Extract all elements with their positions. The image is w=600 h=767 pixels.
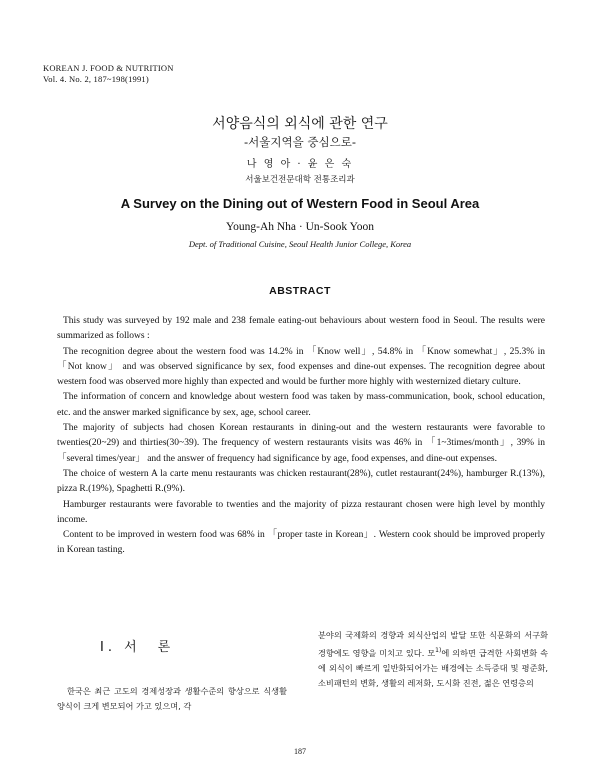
korean-title: 서양음식의 외식에 관한 연구 [212, 116, 388, 132]
section-heading-introduction: Ⅰ. 서 론 [100, 640, 175, 655]
intro-text-part: 에 의하면 급격한 사회변화 속에 외식이 빠르게 일반화되어가는 배경에는 소득증대 및 평준화, 소비패턴의 변화, 생활의 레저화, 도시화 진전, 젊은 연령층의 [318, 648, 548, 688]
english-affiliation: Dept. of Traditional Cuisine, Seoul Health Junior College, Korea [188, 239, 412, 249]
journal-header [43, 63, 174, 85]
abstract-paragraph: Content to be improved in western food was 68% in 「proper taste in Korean」. Western cook should be improved properly in Korean tasting. [57, 530, 545, 556]
korean-subtitle: -서울지역을 중심으로- [244, 135, 356, 149]
abstract-paragraph: The choice of western A la carte menu restaurants was chicken restaurant(28%), cutlet restaurant(24%), hamburger R.(13%), pizza R.(19%), Spaghetti R.(9%). [57, 468, 545, 495]
abstract-paragraph: The majority of subjects had chosen Korean restaurants in dining-out and the western restaurants were favorable to twenties(20~29) and thirties(30~39). The frequency of western restaurants visits was 46% in 「1~3times/month」, 39% in 「several times/year」 and the answer of frequency had significance by age, food expenses, and dine-out expenses. [57, 423, 545, 464]
right-column [318, 628, 548, 691]
footnote-reference: 1) [435, 647, 442, 654]
page-number: 187 [294, 747, 306, 756]
intro-text-part: 분야의 국제화의 경향과 외식산업의 발달 또한 식문화의 서구화 경향에도 영향을 미치고 있다. 모 [318, 630, 548, 658]
english-authors: Young-Ah Nha · Un-Sook Yoon [225, 221, 375, 233]
abstract-paragraph: This study was surveyed by 192 male and 238 female eating-out behaviours about western food in Seoul. The results were summarized as follows : [57, 316, 545, 342]
intro-paragraph-continued [318, 628, 548, 691]
journal-volume: Vol. 4. No. 2, 187~198(1991) [43, 74, 149, 84]
korean-authors: 나 영 아 · 윤 은 숙 [246, 159, 354, 170]
korean-affiliation: 서울보건전문대학 전통조리과 [245, 175, 355, 185]
abstract-body [57, 314, 545, 559]
left-column [57, 684, 287, 714]
abstract-paragraph: The recognition degree about the western food was 14.2% in 「Know well」, 54.8% in 「Know somewhat」, 25.3% in 「Not know」 and was observed significance by sex, food expenses and dine-out expenses. The recognition degree about western food was observed more highly than expected and would be further more highly with westernized dietary culture. [57, 346, 545, 388]
intro-paragraph: 한국은 최근 고도의 경제성장과 생활수준의 향상으로 식생활 양식이 크게 변모되어 가고 있으며, 각 [57, 686, 287, 711]
abstract-paragraph: Hamburger restaurants were favorable to twenties and the majority of pizza restaurant chosen were high level by monthly income. [57, 499, 545, 525]
english-title: A Survey on the Dining out of Western Food in Seoul Area [120, 196, 480, 211]
abstract-paragraph: The information of concern and knowledge about western food was taken by mass-communication, book, school education, etc. and the answer marked significance by sex, age, school career. [57, 392, 545, 418]
abstract-heading: ABSTRACT [269, 285, 331, 297]
journal-name: KOREAN J. FOOD & NUTRITION [43, 63, 174, 73]
